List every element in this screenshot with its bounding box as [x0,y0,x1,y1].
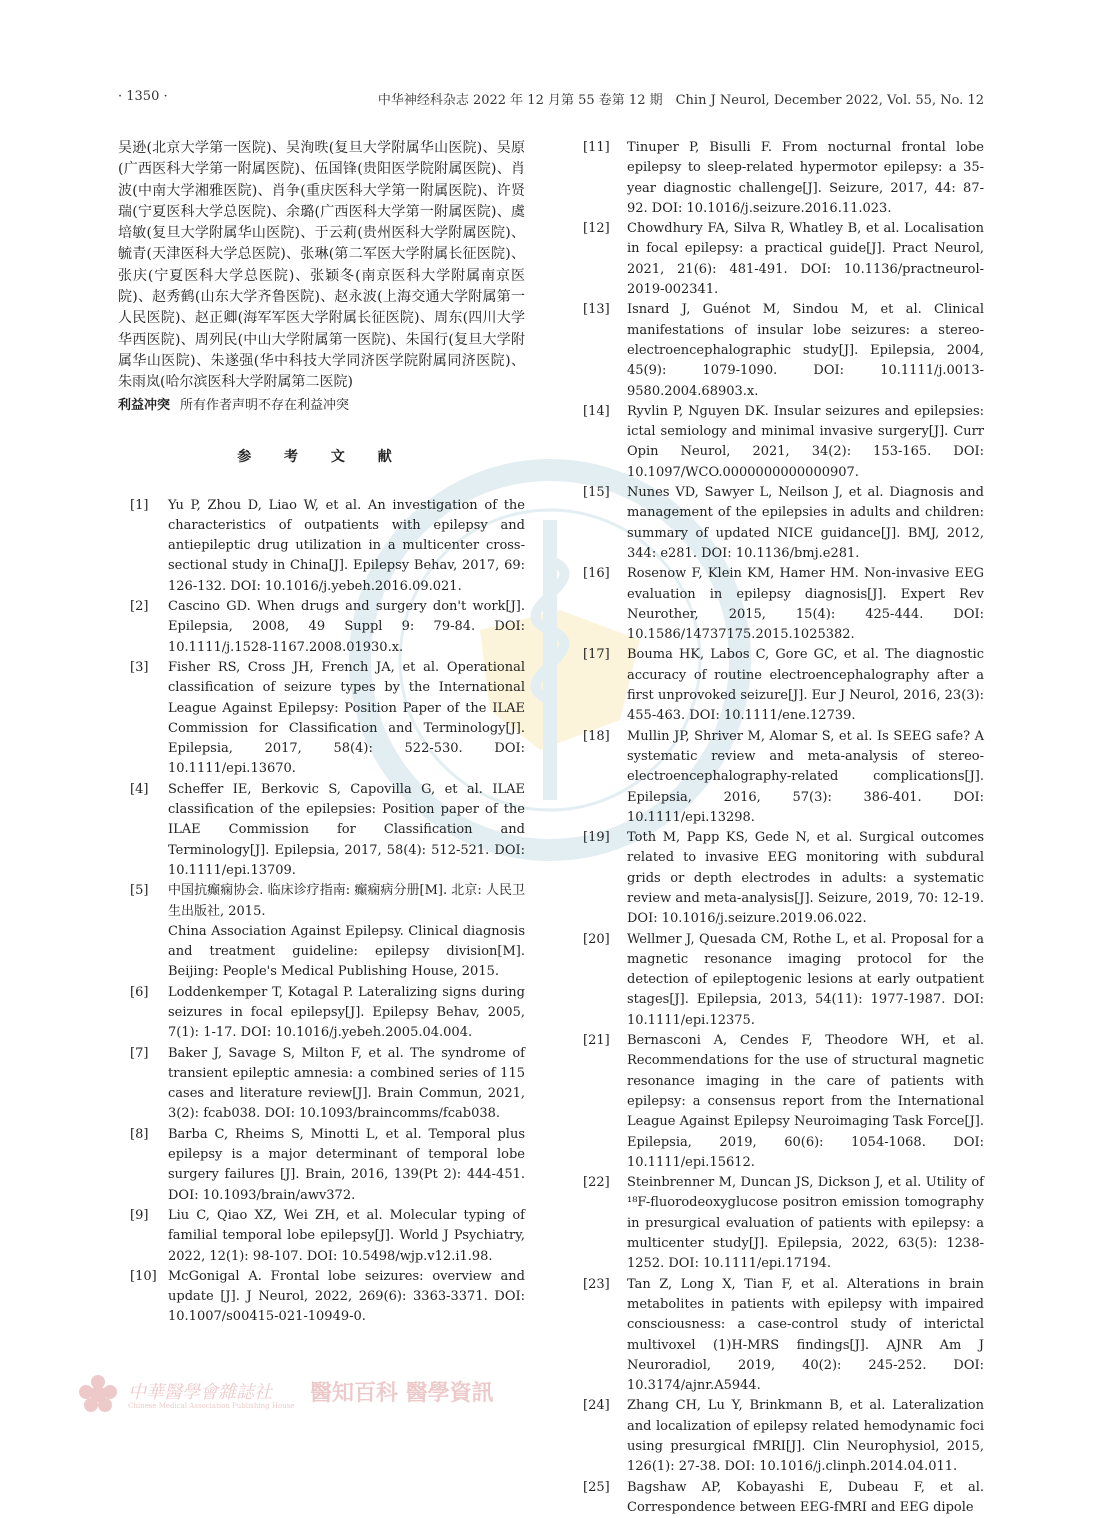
reference-number: [20] [583,931,610,947]
page-number: · 1350 · [118,89,168,104]
reference-text-main: Steinbrenner M, Duncan JS, Dickson J, et al. Utility of ¹⁸F-fluorodeoxyglucose positron emission tomography in presurgical evaluation of patients with epilepsy: a multicenter study[J]. Epilepsia, 2022, 63(5): 1238-1252. DOI: 10.1111/epi.17194. [627,1175,984,1272]
reference-item [583,727,984,828]
reference-number: [14] [583,403,610,419]
reference-number: [1] [130,497,149,513]
reference-text-main: Liu C, Qiao XZ, Wei ZH, et al. Molecular typing of familial temporal lobe epilepsy[J]. World J Psychiatry, 2022, 12(1): 98-107. DOI: 10.5498/wjp.v12.i1.98. [168,1207,525,1264]
reference-text-main: Nunes VD, Sawyer L, Neilson J, et al. Diagnosis and management of the epilepsies in adults and children: summary of updated NICE guidance[J]. BMJ, 2012, 344: e281. DOI: 10.1136/bmj.e281. [627,485,984,561]
reference-item [583,564,984,645]
reference-text-main: Barba C, Rheims S, Minotti L, et al. Temporal plus epilepsy is a major determinant of temporal lobe surgery failures [J]. Brain, 2016, 139(Pt 2): 444-451. DOI: 10.1093/brain/awv372. [168,1126,525,1203]
reference-text [627,1478,984,1518]
reference-item [583,828,984,929]
reference-text-main: Isnard J, Guénot M, Sindou M, et al. Clinical manifestations of insular lobe seizures: a stereo-electroencephalographic study[J]. Epilepsia, 2004, 45(9): 1079-1090. DOI: 10.1111/j.0013-9580.2004.68903.x. [627,302,984,399]
publisher-logo [78,1372,498,1422]
reference-number: [16] [583,566,610,582]
reference-item [118,1267,525,1328]
left-column [118,138,525,1328]
reference-number: [12] [583,221,610,237]
reference-text [627,483,984,564]
reference-text-main: Toth M, Papp KS, Gede N, et al. Surgical outcomes related to invasive EEG monitoring with subdural grids or depth electrodes in adults: a systematic review and meta-analysis[J]. Seizure, 2019, 70: 12-19. DOI: 10.1016/j.seizure.2019.06.022. [627,830,984,927]
reference-number: [3] [130,659,149,675]
reference-text [627,645,984,726]
reference-text [627,1275,984,1397]
reference-number: [18] [583,728,610,744]
reference-text [168,780,525,881]
conflict-of-interest [118,396,525,416]
conflict-label: 利益冲突 [118,397,171,413]
reference-item [583,402,984,483]
reference-text [627,564,984,645]
reference-text [627,1031,984,1173]
reference-text [627,300,984,401]
reference-text [168,597,525,658]
reference-item [583,1275,984,1397]
reference-item [583,1173,984,1274]
reference-number: [8] [130,1126,149,1142]
reference-text [627,930,984,1031]
reference-text-main: Cascino GD. When drugs and surgery don't work[J]. Epilepsia, 2008, 49 Suppl 9: 79-84. DOI: 10.1111/j.1528-1167.2008.01930.x. [168,599,525,655]
reference-number: [24] [583,1398,610,1414]
reference-item [118,780,525,881]
reference-number: [10] [130,1268,157,1284]
reference-text-main: 中国抗癫痫协会. 临床诊疗指南: 癫痫病分册[M]. 北京: 人民卫生出版社, 2015. [168,883,525,919]
reference-text [168,658,525,780]
reference-item [583,300,984,401]
reference-text-main: Bouma HK, Labos C, Gore GC, et al. The diagnostic accuracy of routine electroencephalography after a first unprovoked seizure[J]. Eur J Neurol, 2016, 23(3): 455-463. DOI: 10.1111/ene.12739. [627,647,984,724]
reference-number: [5] [130,883,149,899]
conflict-text: 所有作者声明不存在利益冲突 [180,397,350,413]
reference-number: [23] [583,1276,610,1292]
reference-text-main: Scheffer IE, Berkovic S, Capovilla G, et al. ILAE classification of the epilepsies: Position paper of the ILAE Commission for Classification and Terminology[J]. Epilepsia, 2017, 58(4): 512-521. DOI: 10.1111/epi.13709. [168,781,525,878]
reference-text [168,1267,525,1328]
reference-item [118,496,525,597]
journal-running-title: 中华神经科杂志 2022 年 12 月第 55 卷第 12 期 Chin J Neurol, December 2022, Vol. 55, No. 12 [377,93,984,108]
reference-text-main: Tan Z, Long X, Tian F, et al. Alterations in brain metabolites in patients with epilepsy with impaired consciousness: a case-control study of interictal multivoxel (1)H-MRS findings[J]. AJNR Am J Neuroradiol, 2019, 40(2): 245-252. DOI: 10.3174/ajnr.A5944. [627,1276,984,1394]
reference-number: [19] [583,830,610,846]
reference-text [168,983,525,1044]
references-title: 参 考 文 献 [237,448,406,465]
reference-text [627,828,984,929]
reference-item [118,597,525,658]
reference-item [118,881,525,982]
reference-text-main: Wellmer J, Quesada CM, Rothe L, et al. Proposal for a magnetic resonance imaging protocol for the detection of epileptogenic lesions at early outpatient stages[J]. Epilepsia, 2013, 54(11): 1977-1987. DOI: 10.1111/epi.12375. [627,931,984,1028]
reference-text-main: Yu P, Zhou D, Liao W, et al. An investigation of the characteristics of outpatients with epilepsy and antiepileptic drug utilization in a multicenter cross-sectional study in China[J]. Epilepsy Behav, 2017, 69: 126-132. DOI: 10.1016/j.yebeh.2016.09.021. [168,497,525,594]
reference-text-translation: China Association Against Epilepsy. Clinical diagnosis and treatment guideline: epilepsy division[M]. Beijing: People's Medical Publishing House, 2015. [168,923,525,980]
page-header [118,89,984,111]
references-list-left [118,496,525,1328]
reference-number: [9] [130,1207,149,1223]
reference-text-main: Loddenkemper T, Kotagal P. Lateralizing signs during seizures in focal epilepsy[J]. Epilepsy Behav, 2005, 7(1): 1-17. DOI: 10.1016/j.yebeh.2005.04.004. [168,984,525,1041]
reference-text-main: Chowdhury FA, Silva R, Whatley B, et al. Localisation in focal epilepsy: a practical guide[J]. Pract Neurol, 2021, 21(6): 481-491. DOI: 10.1136/practneurol-2019-002341. [627,221,984,298]
reference-number: [6] [130,984,149,1000]
reference-text-main: Tinuper P, Bisulli F. From nocturnal frontal lobe epilepsy to sleep-related hypermotor epilepsy: a 35-year diagnostic challenge[J]. Seizure, 2017, 44: 87-92. DOI: 10.1016/j.seizure.2016.11.023. [627,140,984,216]
reference-item [583,219,984,300]
reference-text-main: Bagshaw AP, Kobayashi E, Dubeau F, et al. Correspondence between EEG-fMRI and EEG dipole [627,1479,984,1515]
reference-number: [22] [583,1175,610,1191]
reference-item [583,483,984,564]
reference-text [627,727,984,828]
reference-text [627,1173,984,1274]
reference-number: [21] [583,1033,610,1049]
reference-item [583,645,984,726]
brand-text: 醫知百科 醫學資訊 [310,1380,494,1406]
references-list-right [583,138,984,1518]
reference-text [627,138,984,219]
reference-item [583,1031,984,1173]
reference-number: [13] [583,302,610,318]
reference-number: [2] [130,599,149,615]
reference-item [118,658,525,780]
reference-item [583,1478,984,1518]
authors-list: 吴逊(北京大学第一医院)、吴洵昳(复旦大学附属华山医院)、吴原(广西医科大学第一附属医院)、伍国锋(贵阳医学院附属医院)、肖波(中南大学湘雅医院)、肖争(重庆医科大学第一附属医院)、许贤瑞(宁夏医科大学总医院)、余璐(广西医科大学第一附属医院)、虞培敏(复旦大学附属华山医院)、于云莉(贵州医科大学附属医院)、毓青(天津医科大学总医院)、张琳(第二军医大学附属长征医院)、张庆(宁夏医科大学总医院)、张颖冬(南京医科大学附属南京医院)、赵秀鹤(山东大学齐鲁医院)、赵永波(上海交通大学附属第一人民医院)、赵正卿(海军军医大学附属长征医院)、周东(四川大学华西医院)、周列民(中山大学附属第一医院)、朱国行(复旦大学附属华山医院)、朱遂强(华中科技大学同济医学院附属同济医院)、朱雨岚(哈尔滨医科大学附属第二医院) [118,140,525,391]
reference-text [168,496,525,597]
reference-number: [17] [583,647,610,663]
reference-text-main: Ryvlin P, Nguyen DK. Insular seizures and epilepsies: ictal semiology and minimal invasive surgery[J]. Curr Opin Neurol, 2021, 34(2): 153-165. DOI: 10.1097/WCO.0000000000000907. [627,403,984,480]
reference-item [118,1044,525,1125]
reference-item [583,930,984,1031]
reference-number: [7] [130,1045,149,1061]
reference-text [627,402,984,483]
reference-text-main: Rosenow F, Klein KM, Hamer HM. Non-invasive EEG evaluation in epilepsy diagnosis[J]. Expert Rev Neurother, 2015, 15(4): 425-444. DOI: 10.1586/14737175.2015.1025382. [627,566,984,643]
reference-number: [15] [583,485,610,501]
reference-text [168,1206,525,1267]
reference-text-main: McGonigal A. Frontal lobe seizures: overview and update [J]. J Neurol, 2022, 269(6): 3363-3371. DOI: 10.1007/s00415-021-10949-0. [168,1268,525,1325]
reference-number: [4] [130,781,149,797]
reference-item [118,983,525,1044]
reference-number: [25] [583,1479,610,1495]
reference-text-main: Bernasconi A, Cendes F, Theodore WH, et al. Recommendations for the use of structural magnetic resonance imaging in the care of patients with epilepsy: a consensus report from the International League Against Epilepsy Neuroimaging Task Force[J]. Epilepsia, 2019, 60(6): 1054-1068. DOI: 10.1111/epi.15612. [627,1033,984,1170]
reference-text [168,1044,525,1125]
reference-number: [11] [583,140,610,155]
reference-text-main: Zhang CH, Lu Y, Brinkmann B, et al. Lateralization and localization of epilepsy related hemodynamic foci using presurgical fMRI[J]. Clin Neurophysiol, 2015, 126(1): 27-38. DOI: 10.1016/j.clinph.2014.04.011. [627,1398,984,1475]
flower-logo-icon [78,1374,118,1414]
reference-text-main: Fisher RS, Cross JH, French JA, et al. Operational classification of seizure types by the International League Against Epilepsy: Position Paper of the ILAE Commission for Classification and Terminology[J]. Epilepsia, 2017, 58(4): 522-530. DOI: 10.1111/epi.13670. [168,659,525,777]
reference-text [627,1396,984,1477]
reference-text [627,219,984,300]
reference-item [118,1125,525,1206]
reference-text-main: Baker J, Savage S, Milton F, et al. The syndrome of transient epileptic amnesia: a combined series of 115 cases and literature review[J]. Brain Commun, 2021, 3(2): fcab038. DOI: 10.1093/braincomms/fcab038. [168,1045,525,1122]
right-column [583,138,984,1518]
reference-text-main: Mullin JP, Shriver M, Alomar S, et al. Is SEEG safe? A systematic review and meta-analysis of stereo-electroencephalography-related complications[J]. Epilepsia, 2016, 57(3): 386-401. DOI: 10.1111/epi.13298. [627,728,984,825]
reference-item [118,1206,525,1267]
reference-text [168,881,525,982]
publisher-name-en: Chinese Medical Association Publishing House [128,1402,295,1410]
reference-item [583,138,984,219]
reference-item [583,1396,984,1477]
reference-text [168,1125,525,1206]
publisher-name-cn: 中華醫學會雜誌社 [128,1382,272,1403]
